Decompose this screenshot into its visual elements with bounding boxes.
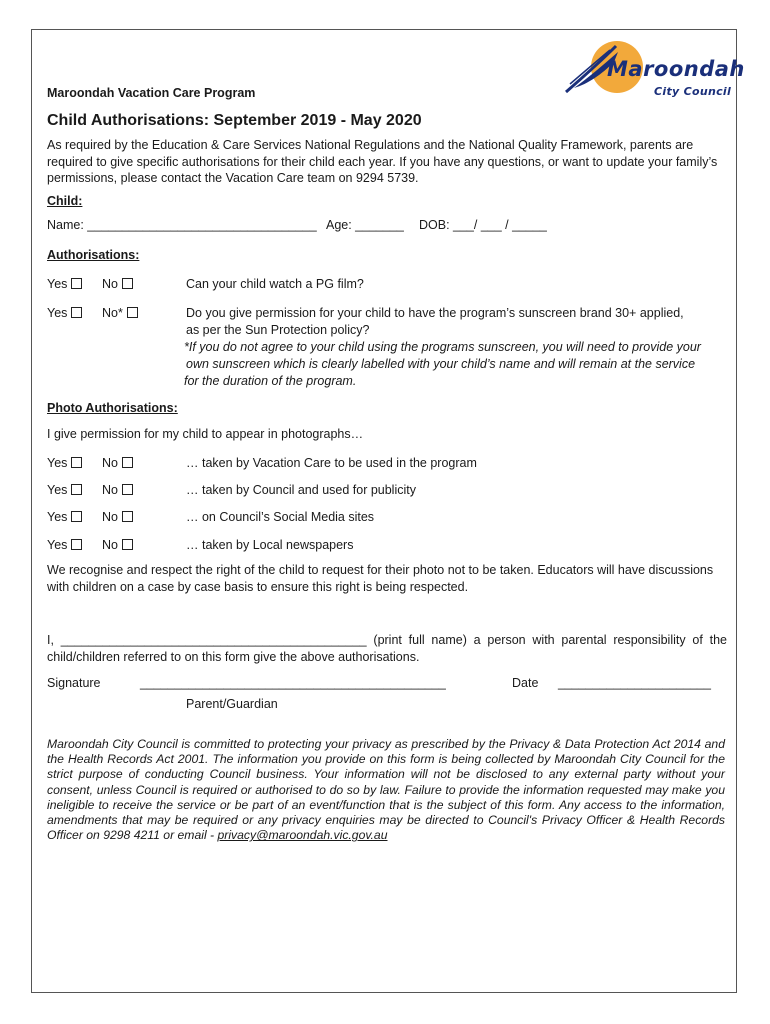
yes-label: Yes [47, 538, 68, 552]
child-heading: Child: [47, 194, 83, 208]
child-dob-field[interactable]: DOB: ___/ ___ / _____ [419, 218, 547, 232]
no-label: No [102, 510, 118, 524]
photo-no-option[interactable] [102, 456, 133, 470]
no-label: No* [102, 306, 123, 320]
sunscreen-question-line2: as per the Sun Protection policy? [186, 323, 370, 337]
yes-label: Yes [47, 306, 68, 320]
checkbox[interactable] [71, 307, 82, 318]
pg-film-question: Can your child watch a PG film? [186, 277, 364, 291]
pg-no-option[interactable] [102, 277, 133, 291]
checkbox[interactable] [122, 511, 133, 522]
declaration-line1[interactable]: I, ____________________________________________ (print full name) a person with parental responsibility of the [47, 633, 727, 647]
photo-yes-option[interactable] [47, 483, 82, 497]
sunscreen-no-option[interactable] [102, 306, 138, 320]
logo-name: Maroondah [607, 57, 745, 81]
authorisations-heading: Authorisations: [47, 248, 140, 262]
date-field[interactable]: ______________________ [558, 676, 711, 690]
child-age-field[interactable]: Age: _______ [326, 218, 404, 232]
declaration-paragraph [47, 632, 727, 665]
no-label: No [102, 483, 118, 497]
photo-item-label: … taken by Council and used for publicity [186, 483, 416, 497]
logo-subtitle: City Council [654, 85, 732, 98]
parent-guardian-label: Parent/Guardian [186, 697, 278, 711]
pg-yes-option[interactable] [47, 277, 82, 291]
sunscreen-question-line1: Do you give permission for your child to have the program’s sunscreen brand 30+ applied, [186, 306, 684, 320]
privacy-text: Maroondah City Council is committed to protecting your privacy as prescribed by the Privacy & Data Protection Act 2014 and the Health Records Act 2001. The information you provide on this form is being collected by Maroondah City Council for the strict purpose of conducting Council business. Your information will not be disclosed to any external party without your consent, unless Council is required or authorised to do so by law. Failure to provide the information requested may make you ineligible to receive the service or be part of an event/function that is the subject of this form. Any access to the information, amendments that may be required or any privacy enquiries may be directed to Council's Privacy Officer & Health Records Officer on 9298 4211 or email - [47, 737, 725, 843]
privacy-email-link[interactable]: privacy@maroondah.vic.gov.au [217, 828, 388, 843]
sunscreen-yes-option[interactable] [47, 306, 82, 320]
sunscreen-note-line1: *If you do not agree to your child using the programs sunscreen, you will need to provide your [184, 340, 701, 354]
checkbox[interactable] [127, 307, 138, 318]
checkbox[interactable] [122, 278, 133, 289]
yes-label: Yes [47, 456, 68, 470]
intro-paragraph: As required by the Education & Care Services National Regulations and the National Quality Framework, parents are required to give specific authorisations for their child each year. If you have any questions, or want to update your family’s permissions, please contact the Vacation Care team on 9294 5739. [47, 138, 718, 185]
checkbox[interactable] [122, 539, 133, 550]
checkbox[interactable] [71, 484, 82, 495]
photo-item-label: … taken by Vacation Care to be used in the program [186, 456, 477, 470]
no-label: No [102, 538, 118, 552]
yes-label: Yes [47, 510, 68, 524]
photo-yes-option[interactable] [47, 538, 82, 552]
checkbox[interactable] [71, 457, 82, 468]
declaration-line2: child/children referred to on this form give the above authorisations. [47, 649, 420, 664]
photo-item-label: … taken by Local newspapers [186, 538, 354, 552]
yes-label: Yes [47, 483, 68, 497]
checkbox[interactable] [71, 511, 82, 522]
no-label: No [102, 277, 118, 291]
sunscreen-note-line3: for the duration of the program. [184, 374, 357, 388]
photo-heading: Photo Authorisations: [47, 401, 178, 415]
photo-respect-paragraph: We recognise and respect the right of the child to request for their photo not to be taken. Educators will have discussions with children on a case by case basis to ensure this right is being respected. [47, 563, 714, 594]
checkbox[interactable] [122, 484, 133, 495]
checkbox[interactable] [122, 457, 133, 468]
checkbox[interactable] [71, 539, 82, 550]
signature-label: Signature [47, 676, 101, 690]
photo-no-option[interactable] [102, 538, 133, 552]
yes-label: Yes [47, 277, 68, 291]
page-title: Child Authorisations: September 2019 - May 2020 [47, 112, 422, 129]
photo-no-option[interactable] [102, 483, 133, 497]
checkbox[interactable] [71, 278, 82, 289]
photo-no-option[interactable] [102, 510, 133, 524]
signature-field[interactable]: ____________________________________________ [140, 676, 446, 690]
child-name-field[interactable]: Name: _________________________________ [47, 218, 317, 232]
program-name: Maroondah Vacation Care Program [47, 86, 256, 100]
photo-item-label: … on Council’s Social Media sites [186, 510, 375, 524]
sunscreen-note-line2: own sunscreen which is clearly labelled with your child’s name and will remain at the service [186, 357, 696, 371]
date-label: Date [512, 676, 539, 690]
privacy-statement [47, 737, 725, 843]
no-label: No [102, 456, 118, 470]
photo-yes-option[interactable] [47, 510, 82, 524]
photo-yes-option[interactable] [47, 456, 82, 470]
photo-intro: I give permission for my child to appear in photographs… [47, 427, 364, 441]
